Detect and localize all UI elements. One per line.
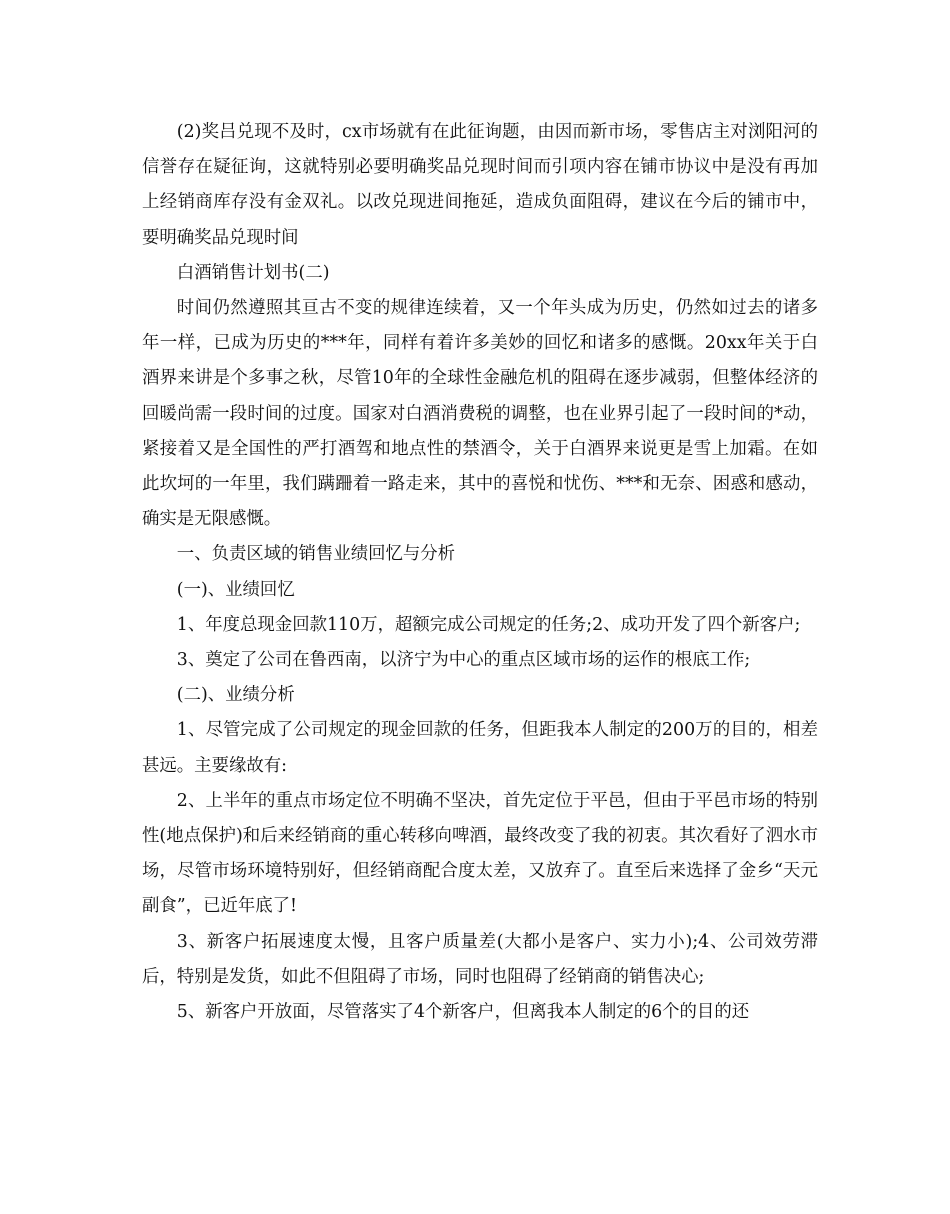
section-title-plan-2: 白酒销售计划书(二) — [176, 262, 330, 283]
paragraph-point-3: 3、奠定了公司在鲁西南，以济宁为中心的重点区域市场的运作的根底工作; — [176, 650, 751, 671]
paragraph-analysis-3: 3、新客户拓展速度太慢，且客户质量差(大都小是客户、实力小);4、公司效劳滞后，特别是发货，如此不但阻碍了市场，同时也阻碍了经销商的销售决心; — [142, 931, 818, 987]
paragraph-analysis-2: 2、上半年的重点市场定位不明确不坚决，首先定位于平邑，但由于平邑市场的特别性(地点保护)和后来经销商的重心转移向啤酒，最终改变了我的初衷。其次看好了泗水市场，尽管市场环境特别好，但经销商配合度太差，又放弃了。直至后来选择了金乡“天元副食”，已近年底了! — [142, 790, 818, 917]
subheading-performance-analysis: (二)、业绩分析 — [176, 685, 295, 706]
paragraph-analysis-5: 5、新客户开放面，尽管落实了4个新客户，但离我本人制定的6个的目的还 — [176, 1002, 750, 1023]
paragraph-analysis-1: 1、尽管完成了公司规定的现金回款的任务，但距我本人制定的200万的目的，相差甚远。主要缘故有: — [142, 720, 818, 776]
paragraph-prize-redemption: (2)奖吕兑现不及时，cx市场就有在此征询题，由因而新市场，零售店主对浏阳河的信誉存在疑征询，这就特别必要明确奖品兑现时间而引项内容在铺市协议中是没有再加上经销商库存没有金双礼。以改兑现进间拖延，造成负面阻碍，建议在今后的铺市中，要明确奖品兑现时间 — [142, 122, 818, 248]
paragraph-year-review: 时间仍然遵照其亘古不变的规律连续着，又一个年头成为历史，仍然如过去的诸多年一样，已成为历史的***年，同样有着许多美妙的回忆和诸多的感慨。20xx年关于白酒界来讲是个多事之秋，尽管10年的全球性金融危机的阻碍在逐步减弱，但整体经济的回暖尚需一段时间的过度。国家对白酒消费税的调整，也在业界引起了一段时间的*动，紧接着又是全国性的严打酒驾和地点性的禁酒令，关于白酒界来说更是雪上加霜。在如此坎坷的一年里，我们蹒跚着一路走来，其中的喜悦和忧伤、***和无奈、困惑和感动，确实是无限感慨。 — [142, 298, 818, 530]
paragraph-point-1: 1、年度总现金回款110万，超额完成公司规定的任务;2、成功开发了四个新客户; — [176, 614, 801, 635]
heading-sales-review: 一、负责区域的销售业绩回忆与分析 — [176, 544, 456, 565]
subheading-performance-review: (一)、业绩回忆 — [176, 579, 295, 600]
document-page — [142, 115, 818, 1030]
